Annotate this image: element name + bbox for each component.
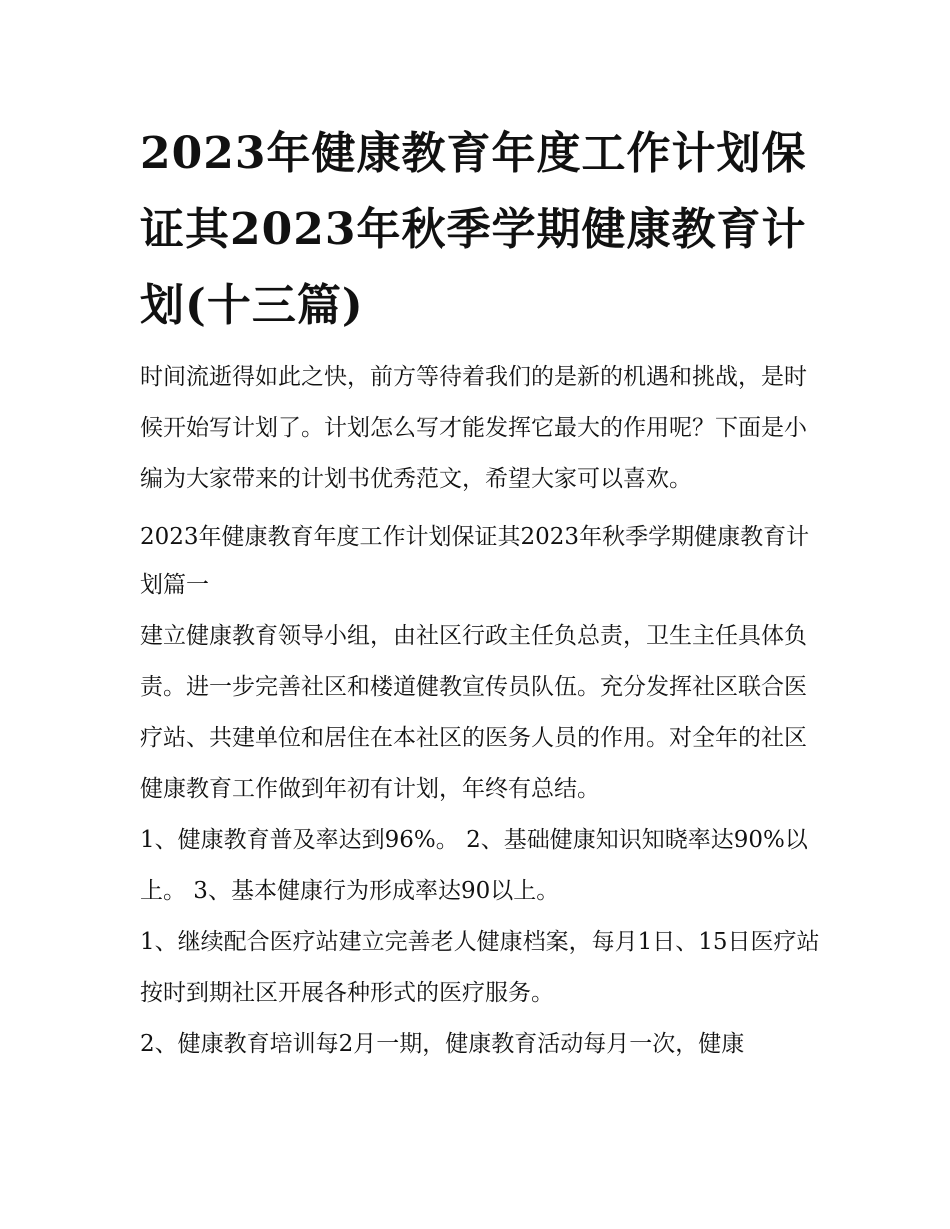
- body-paragraph-3: 1、继续配合医疗站建立完善老人健康档案，每月1日、15日医疗站按时到期社区开展各种形式的医疗服务。: [140, 929, 820, 1006]
- body-paragraph-4: 2、健康教育培训每2月一期，健康教育活动每月一次，健康: [140, 1031, 745, 1057]
- intro-paragraph: 时间流逝得如此之快，前方等待着我们的是新的机遇和挑战，是时候开始写计划了。计划怎么写才能发挥它最大的作用呢？下面是小编为大家带来的计划书优秀范文，希望大家可以喜欢。: [140, 364, 807, 492]
- document-title: 2023年健康教育年度工作计划保证其2023年秋季学期健康教育计划(十三篇): [140, 128, 807, 331]
- section-heading: 2023年健康教育年度工作计划保证其2023年秋季学期健康教育计划篇一: [140, 524, 810, 598]
- body-paragraph-2: 1、健康教育普及率达到96%。 2、基础健康知识知晓率达90%以上。 3、基本健康行为形成率达90以上。: [140, 827, 808, 904]
- body-paragraph-1: 建立健康教育领导小组，由社区行政主任负总责，卫生主任具体负责。进一步完善社区和楼道健教宣传员队伍。充分发挥社区联合医疗站、共建单位和居住在本社区的医务人员的作用。对全年的社区健康教育工作做到年初有计划，年终有总结。: [140, 623, 807, 802]
- document-body: [140, 352, 820, 1070]
